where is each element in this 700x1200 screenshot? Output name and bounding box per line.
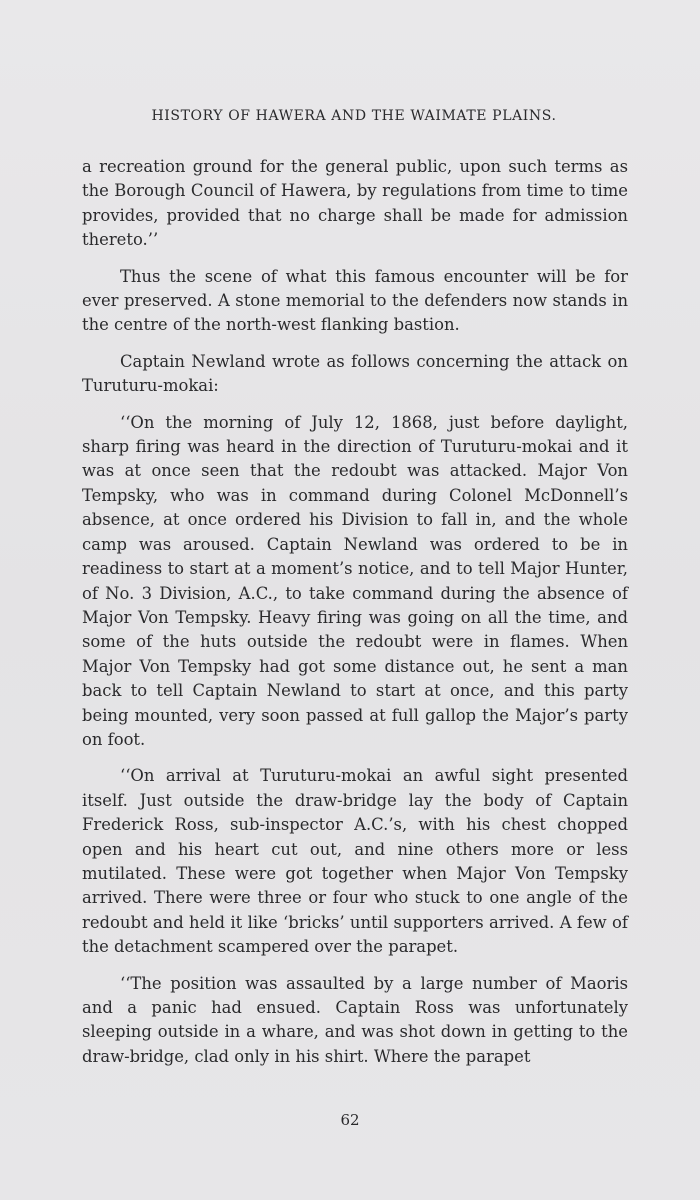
paragraph-memorial: Thus the scene of what this famous encounter will be for ever preserved. A stone memorial to the defenders now stands in the centre of the north-west flanking bastion.	[82, 266, 628, 335]
page-number: 62	[340, 1111, 360, 1129]
running-head: HISTORY OF HAWERA AND THE WAIMATE PLAINS.	[151, 108, 557, 124]
paragraph-quote-morning: ‘‘On the morning of July 12, 1868, just before daylight, sharp firing was heard in the direction of Turuturu-mokai and it was at once seen that the redoubt was attacked. Major Von Tempsky, who was in command during Colonel McDonnell’s absence, at once ordered his Division to fall in, and the whole camp was aroused. Captain Newland was ordered to be in readiness to start at a moment’s notice, and to tell Major Hunter, of No. 3 Division, A.C., to take command during the absence of Major Von Tempsky. Heavy firing was going on all the time, and some of the huts outside the redoubt were in flames. When Major Von Tempsky had got some distance out, he sent a man back to tell Captain Newland to start at once, and this party being mounted, very soon passed at full gallop the Major’s party on foot.	[82, 412, 628, 749]
paragraph-quote-assault: ‘‘The position was assaulted by a large number of Maoris and a panic had ensued. Captain Ross was unfortunately sleeping outside in a whare, and was shot down in getting to the draw-bridge, clad only in his shirt. Where the parapet	[82, 973, 628, 1066]
paragraph-continuation: a recreation ground for the general public, upon such terms as the Borough Council of Hawera, by regulations from time to time provides, provided that no charge shall be made for admission thereto.’’	[82, 157, 628, 250]
paragraph-quote-arrival: ‘‘On arrival at Turuturu-mokai an awful sight presented itself. Just outside the draw-bridge lay the body of Captain Frederick Ross, sub-inspector A.C.’s, with his chest chopped open and his heart cut out, and nine others more or less mutilated. These were got together when Major Von Tempsky arrived. There were three or four who stuck to one angle of the redoubt and held it like ‘bricks’ until supporters arrived. A few of the detachment scampered over the parapet.	[82, 766, 628, 957]
body-text	[82, 155, 628, 1081]
paragraph-newland-intro: Captain Newland wrote as follows concerning the attack on Turuturu-mokai:	[82, 351, 628, 396]
